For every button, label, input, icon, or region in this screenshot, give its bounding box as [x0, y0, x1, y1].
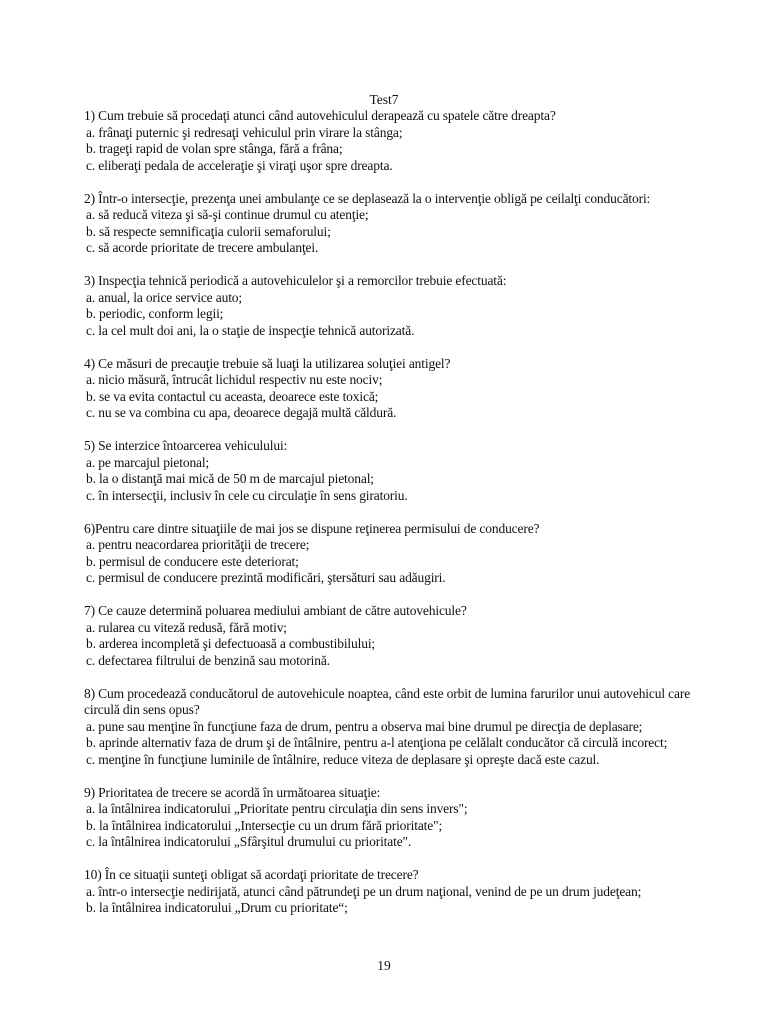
question-block — [84, 273, 708, 339]
answer-option: b. periodic, conform legii; — [86, 306, 224, 321]
page-number: 19 — [377, 958, 391, 973]
answer-option: a. frânaţi puternic şi redresaţi vehiculul prin virare la stânga; — [86, 124, 403, 140]
question-text: 8) Cum procedează conducătorul de autovehicule noaptea, când este orbit de lumina farurilor unui autovehicul care circulă din sens opus? — [84, 685, 691, 717]
question-block — [84, 356, 708, 422]
question-block — [84, 521, 708, 587]
question-text: 2) Într-o intersecţie, prezenţa unei ambulanţe ce se deplasează la o intervenţie obligă pe ceilalţi conducători: — [84, 190, 651, 206]
question-block — [84, 438, 708, 504]
answer-option: b. arderea incompletă şi defectuoasă a combustibilului; — [86, 636, 376, 651]
answer-option: c. eliberaţi pedala de acceleraţie şi viraţi uşor spre dreapta. — [86, 157, 393, 173]
page-title: Test7 — [369, 92, 399, 107]
question-block — [84, 686, 708, 769]
answer-option: a. într-o intersecţie nedirijată, atunci când pătrundeţi pe un drum naţional, venind de pe un drum judeţean; — [86, 883, 642, 899]
answer-option: a. să reducă viteza şi să-şi continue drumul cu atenţie; — [86, 207, 369, 222]
question-text: 1) Cum trebuie să procedaţi atunci când autovehiculul derapează cu spatele către dreapta? — [84, 108, 556, 123]
answer-option: a. pe marcajul pietonal; — [86, 454, 210, 470]
question-text: 9) Prioritatea de trecere se acordă în următoarea situaţie: — [84, 784, 381, 800]
question-text: 7) Ce cauze determină poluarea mediului ambiant de către autovehicule? — [84, 603, 467, 618]
answer-option: a. la întâlnirea indicatorului „Prioritate pentru circulaţia din sens invers"; — [86, 801, 468, 816]
answer-option: c. menţine în funcţiune luminile de întâlnire, reduce viteza de deplasare şi opreşte dacă este cazul. — [86, 751, 600, 767]
answer-option: c. la întâlnirea indicatorului „Sfârşitul drumului cu prioritate". — [86, 834, 412, 849]
answer-option: a. rularea cu viteză redusă, fără motiv; — [86, 619, 287, 635]
question-text: 10) În ce situaţii sunteţi obligat să acordaţi prioritate de trecere? — [84, 867, 419, 882]
answer-option: b. se va evita contactul cu aceasta, deoarece este toxică; — [86, 388, 379, 404]
answer-option: c. la cel mult doi ani, la o staţie de inspecţie tehnică autorizată. — [86, 322, 415, 338]
answer-option: c. permisul de conducere prezintă modificări, ştersături sau adăugiri. — [86, 570, 446, 585]
answer-option: b. să respecte semnificaţia culorii semaforului; — [86, 223, 331, 239]
answer-option: c. să acorde prioritate de trecere ambulanţei. — [86, 240, 319, 255]
answer-option: b. la întâlnirea indicatorului „Intersecţie cu un drum fără prioritate"; — [86, 817, 443, 833]
answer-option: b. aprinde alternativ faza de drum şi de întâlnire, pentru a-l atenţiona pe celălalt conducător că circulă incorect; — [86, 735, 668, 750]
question-block — [84, 785, 708, 851]
answer-option: a. anual, la orice service auto; — [86, 289, 242, 305]
question-block — [84, 191, 708, 257]
answer-option: a. pentru neacordarea priorităţii de trecere; — [86, 537, 310, 552]
answer-option: c. nu se va combina cu apa, deoarece degajă multă căldură. — [86, 405, 397, 420]
question-text: 5) Se interzice întoarcerea vehiculului: — [84, 438, 288, 453]
answer-option: b. trageţi rapid de volan spre stânga, fără a frâna; — [86, 141, 343, 156]
question-text: 3) Inspecţia tehnică periodică a autovehiculelor şi a remorcilor trebuie efectuată: — [84, 273, 507, 288]
answer-option: c. în intersecţii, inclusiv în cele cu circulaţie în sens giratoriu. — [86, 487, 408, 503]
question-block — [84, 867, 708, 917]
answer-option: c. defectarea filtrului de benzină sau motorină. — [86, 652, 330, 668]
question-text: 6)Pentru care dintre situaţiile de mai jos se dispune reţinerea permisului de conducere? — [84, 520, 540, 536]
answer-option: a. pune sau menţine în funcţiune faza de drum, pentru a observa mai bine drumul pe direcţia de deplasare; — [86, 718, 643, 734]
questions-list — [84, 108, 708, 933]
answer-option: a. nicio măsură, întrucât lichidul respectiv nu este nociv; — [86, 372, 383, 387]
question-block — [84, 108, 708, 174]
question-text: 4) Ce măsuri de precauţie trebuie să luaţi la utilizarea soluţiei antigel? — [84, 355, 451, 371]
question-block — [84, 603, 708, 669]
answer-option: b. la o distanţă mai mică de 50 m de marcajul pietonal; — [86, 471, 374, 486]
answer-option: b. permisul de conducere este deteriorat; — [86, 553, 299, 569]
answer-option: b. la întâlnirea indicatorului „Drum cu prioritate“; — [86, 900, 348, 915]
